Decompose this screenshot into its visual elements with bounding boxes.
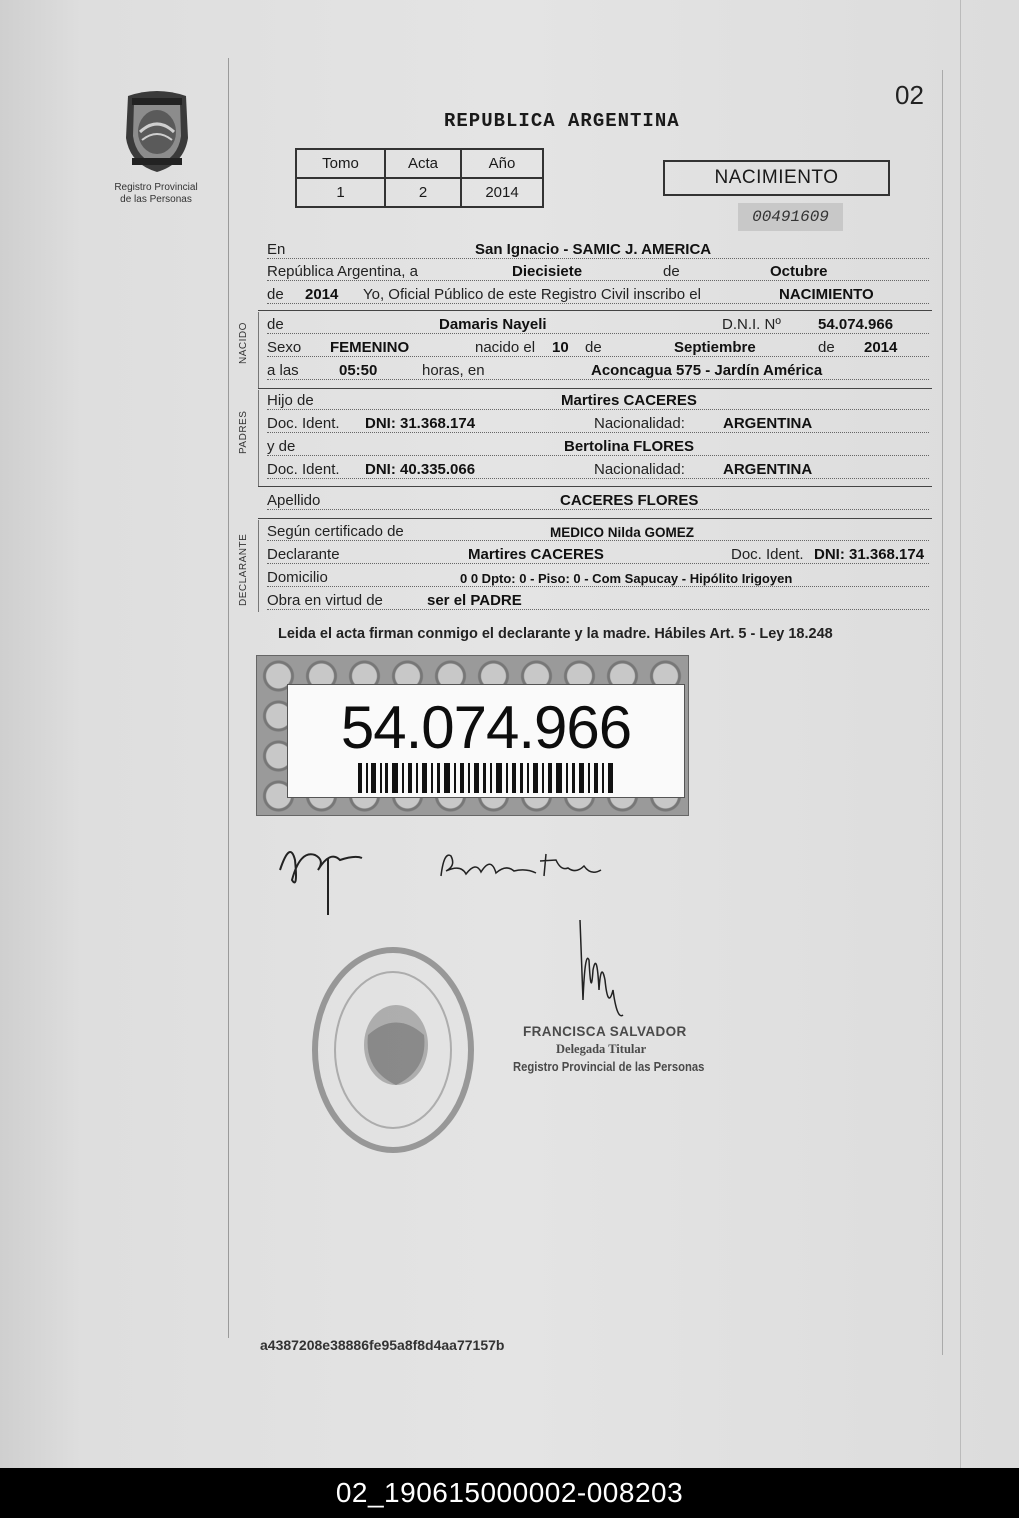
org-label-line1: Registro Provincial <box>114 182 198 193</box>
table-value-acta: 2 <box>385 178 461 207</box>
table-value-anio: 2014 <box>461 178 543 207</box>
label-de4: de <box>585 339 602 356</box>
label-declarante: Declarante <box>267 546 340 563</box>
value-dni: 54.074.966 <box>818 316 894 333</box>
value-madre: Bertolina FLORES <box>564 438 695 455</box>
label-yde: y de <box>267 438 296 455</box>
official-signature-icon <box>575 920 635 1030</box>
field-row-republica <box>267 262 929 284</box>
value-sexo: FEMENINO <box>330 339 410 356</box>
org-label <box>96 182 216 206</box>
official-org: Registro Provincial de las Personas <box>513 1060 705 1074</box>
section-bracket-nacido <box>258 312 259 388</box>
section-divider <box>258 486 932 487</box>
footer-filename-bar <box>0 1468 1019 1518</box>
field-row-apellido <box>267 491 929 513</box>
section-divider <box>258 310 932 311</box>
value-padre: Martires CACERES <box>561 392 697 409</box>
value-anio: 2014 <box>305 286 339 303</box>
register-table <box>295 148 544 208</box>
value-nac-dia: 10 <box>552 339 569 356</box>
label-doc2: Doc. Ident. <box>267 461 340 478</box>
label-nac1: Nacionalidad: <box>594 415 685 432</box>
closing-text: Leida el acta firman conmigo el declarante y la madre. Hábiles Art. 5 - Ley 18.248 <box>278 626 833 642</box>
label-dni: D.N.I. Nº <box>722 316 781 333</box>
org-label-line2: de las Personas <box>120 194 192 205</box>
certificate-type-box: NACIMIENTO <box>663 160 890 196</box>
value-hora: 05:50 <box>339 362 378 379</box>
field-row-sexo <box>267 338 929 360</box>
label-de5: de <box>818 339 835 356</box>
value-domicilio: 0 0 Dpto: 0 - Piso: 0 - Com Sapucay - Hipólito Irigoyen <box>460 571 793 586</box>
label-de: de <box>663 263 680 280</box>
document-title: REPUBLICA ARGENTINA <box>444 110 680 132</box>
section-divider <box>258 388 932 389</box>
section-bracket-padres <box>258 390 259 486</box>
official-name: FRANCISCA SALVADOR <box>523 1024 687 1039</box>
right-margin-line <box>942 70 943 1355</box>
field-row-doc1 <box>267 414 929 436</box>
table-header-acta: Acta <box>385 149 461 178</box>
value-inscribo: NACIMIENTO <box>779 286 874 303</box>
field-row-obra <box>267 591 929 613</box>
label-nac2: Nacionalidad: <box>594 461 685 478</box>
side-label-padres: PADRES <box>238 410 249 454</box>
text-yo: Yo, Oficial Público de este Registro Civil inscribo el <box>363 286 701 303</box>
value-doc3: DNI: 31.368.174 <box>814 546 925 563</box>
label-de3: de <box>267 316 284 333</box>
field-row-madre <box>267 437 929 459</box>
value-declarante: Martires CACERES <box>468 546 604 563</box>
dni-sticker <box>256 655 689 816</box>
section-divider <box>258 518 932 519</box>
label-en: En <box>267 241 286 258</box>
official-round-stamp-icon <box>308 940 478 1160</box>
sticker-dni-number: 54.074.966 <box>340 694 632 761</box>
page-edge-line <box>960 0 961 1468</box>
label-nacido: nacido el <box>475 339 536 356</box>
field-row-doc2 <box>267 460 929 482</box>
value-apellido: CACERES FLORES <box>560 492 699 509</box>
label-apellido: Apellido <box>267 492 321 509</box>
value-nac2: ARGENTINA <box>723 461 813 478</box>
table-value-tomo: 1 <box>296 178 385 207</box>
value-doc2: DNI: 40.335.066 <box>365 461 476 478</box>
footer-filename: 02_190615000002-008203 <box>335 1477 684 1508</box>
table-header-anio: Año <box>461 149 543 178</box>
label-domicilio: Domicilio <box>267 569 328 586</box>
side-label-declarante: DECLARANTE <box>238 533 249 606</box>
official-role: Delegada Titular <box>556 1042 647 1056</box>
value-nac-anio: 2014 <box>864 339 898 356</box>
document-hash: a4387208e38886fe95a8f8d4aa77157b <box>260 1337 505 1353</box>
field-row-yo <box>267 285 929 307</box>
label-obra: Obra en virtud de <box>267 592 383 609</box>
field-row-nombre <box>267 315 929 337</box>
value-segun: MEDICO Nilda GOMEZ <box>550 525 695 540</box>
value-nac-mes: Septiembre <box>674 339 756 356</box>
value-dia: Diecisiete <box>512 263 583 280</box>
barcode-icon <box>358 763 618 793</box>
page-number: 02 <box>895 80 924 110</box>
label-horas: horas, en <box>422 362 485 379</box>
label-doc3: Doc. Ident. <box>731 546 804 563</box>
serial-number: 00491609 <box>738 203 843 231</box>
value-mes: Octubre <box>770 263 828 280</box>
label-sexo: Sexo <box>267 339 302 356</box>
field-row-hora <box>267 361 929 383</box>
label-doc1: Doc. Ident. <box>267 415 340 432</box>
label-republica: República Argentina, a <box>267 263 418 280</box>
label-alas: a las <box>267 362 299 379</box>
sticker-label <box>287 684 685 798</box>
side-label-nacido: NACIDO <box>238 322 249 364</box>
label-hijo: Hijo de <box>267 392 314 409</box>
field-row-domicilio <box>267 568 929 590</box>
value-doc1: DNI: 31.368.174 <box>365 415 476 432</box>
value-obra: ser el PADRE <box>427 592 522 609</box>
provincial-seal-icon <box>118 88 196 174</box>
mother-signature-icon <box>436 846 606 886</box>
value-en: San Ignacio - SAMIC J. AMERICA <box>475 241 712 258</box>
field-row-segun <box>267 522 929 544</box>
value-nac1: ARGENTINA <box>723 415 813 432</box>
field-row-en <box>267 240 929 262</box>
value-lugar: Aconcagua 575 - Jardín América <box>591 362 823 379</box>
value-nombre: Damaris Nayeli <box>439 316 547 333</box>
label-segun: Según certificado de <box>267 523 404 540</box>
field-row-declarante <box>267 545 929 567</box>
declarant-signature-icon <box>270 830 370 920</box>
field-row-hijo <box>267 391 929 413</box>
section-bracket-declarante <box>258 520 259 612</box>
label-de2: de <box>267 286 284 303</box>
table-header-tomo: Tomo <box>296 149 385 178</box>
left-margin-line <box>228 58 229 1338</box>
